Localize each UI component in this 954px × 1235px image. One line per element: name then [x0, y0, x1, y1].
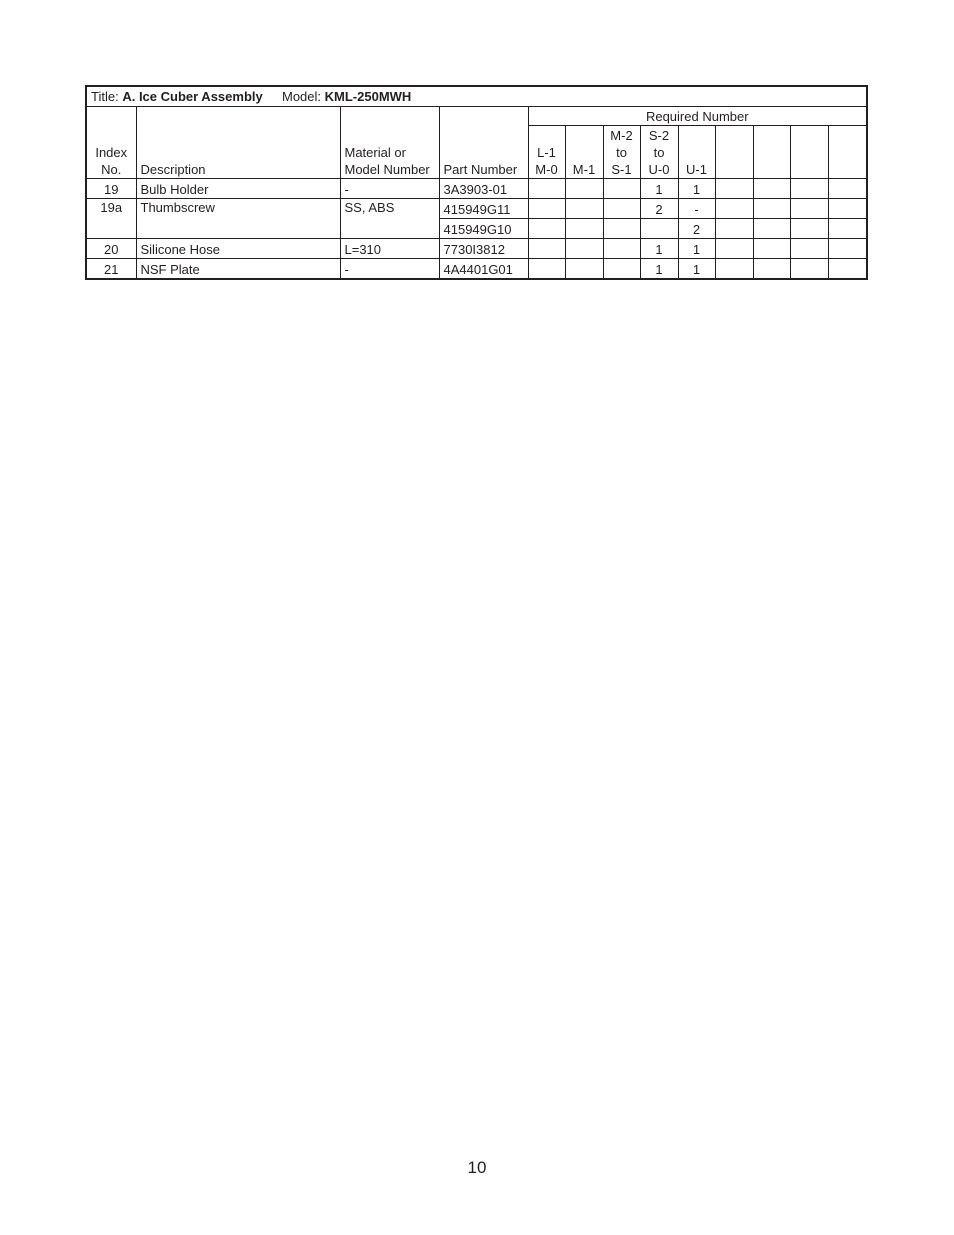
header-index: Index No.	[86, 107, 136, 179]
cell-material: SS, ABS	[340, 199, 439, 239]
cell-blank	[828, 239, 867, 259]
cell-qty: 1	[640, 179, 678, 199]
model-prefix: Model:	[281, 89, 322, 104]
cell-blank	[790, 199, 828, 219]
cell-material: L=310	[340, 239, 439, 259]
cell-blank	[715, 179, 753, 199]
cell-blank	[753, 259, 790, 280]
cell-qty	[603, 219, 640, 239]
table-title-cell	[86, 86, 867, 107]
cell-qty	[565, 259, 603, 280]
header-material: Material or Model Number	[340, 107, 439, 179]
cell-index: 20	[86, 239, 136, 259]
cell-part-number: 7730I3812	[439, 239, 528, 259]
cell-blank	[790, 239, 828, 259]
cell-qty: 2	[640, 199, 678, 219]
header-blank-4	[828, 126, 867, 179]
cell-qty	[603, 179, 640, 199]
table-row	[86, 179, 867, 199]
parts-table	[85, 85, 868, 280]
cell-description: Silicone Hose	[136, 239, 340, 259]
cell-index: 21	[86, 259, 136, 280]
cell-qty	[565, 199, 603, 219]
table-row	[86, 199, 867, 219]
cell-blank	[715, 239, 753, 259]
cell-description: Bulb Holder	[136, 179, 340, 199]
cell-blank	[828, 179, 867, 199]
cell-qty: 1	[640, 239, 678, 259]
cell-qty	[603, 259, 640, 280]
title-row	[86, 86, 867, 107]
cell-part-number: 415949G11	[439, 199, 528, 219]
cell-blank	[715, 219, 753, 239]
cell-description: NSF Plate	[136, 259, 340, 280]
header-blank-1	[715, 126, 753, 179]
cell-blank	[790, 259, 828, 280]
page-number: 10	[467, 1158, 487, 1177]
cell-blank	[753, 179, 790, 199]
table-title: A. Ice Cuber Assembly	[122, 89, 263, 104]
header-blank-2	[753, 126, 790, 179]
header-variant-s2-u0: S-2 to U-0	[640, 126, 678, 179]
cell-qty	[528, 239, 565, 259]
header-blank-3	[790, 126, 828, 179]
cell-part-number: 3A3903-01	[439, 179, 528, 199]
cell-qty	[565, 219, 603, 239]
cell-qty	[528, 199, 565, 219]
header-variant-m2-s1: M-2 to S-1	[603, 126, 640, 179]
cell-qty	[565, 239, 603, 259]
cell-blank	[828, 259, 867, 280]
cell-qty: 1	[678, 179, 715, 199]
model-name: KML-250MWH	[324, 89, 412, 104]
cell-index: 19	[86, 179, 136, 199]
header-variant-u1: U-1	[678, 126, 715, 179]
cell-blank	[828, 199, 867, 219]
title-prefix: Title:	[91, 89, 119, 104]
cell-qty	[565, 179, 603, 199]
cell-index: 19a	[86, 199, 136, 239]
cell-blank	[790, 179, 828, 199]
cell-qty: 1	[678, 259, 715, 280]
cell-qty	[528, 219, 565, 239]
cell-qty: 1	[678, 239, 715, 259]
cell-part-number: 415949G10	[439, 219, 528, 239]
cell-part-number: 4A4401G01	[439, 259, 528, 280]
table-row	[86, 239, 867, 259]
cell-blank	[715, 199, 753, 219]
table-row	[86, 259, 867, 280]
cell-qty	[603, 239, 640, 259]
header-required-number: Required Number	[528, 107, 867, 126]
cell-qty	[603, 199, 640, 219]
cell-description: Thumbscrew	[136, 199, 340, 239]
cell-blank	[753, 199, 790, 219]
cell-qty: 1	[640, 259, 678, 280]
cell-blank	[753, 239, 790, 259]
cell-qty	[528, 259, 565, 280]
cell-material: -	[340, 259, 439, 280]
cell-qty	[640, 219, 678, 239]
cell-qty	[528, 179, 565, 199]
cell-qty: -	[678, 199, 715, 219]
header-description: Description	[136, 107, 340, 179]
cell-blank	[828, 219, 867, 239]
header-variant-m1: M-1	[565, 126, 603, 179]
header-row-1	[86, 107, 867, 126]
header-variant-l1-m0: L-1 M-0	[528, 126, 565, 179]
cell-qty: 2	[678, 219, 715, 239]
cell-blank	[753, 219, 790, 239]
cell-blank	[715, 259, 753, 280]
header-part-number: Part Number	[439, 107, 528, 179]
cell-material: -	[340, 179, 439, 199]
cell-blank	[790, 219, 828, 239]
